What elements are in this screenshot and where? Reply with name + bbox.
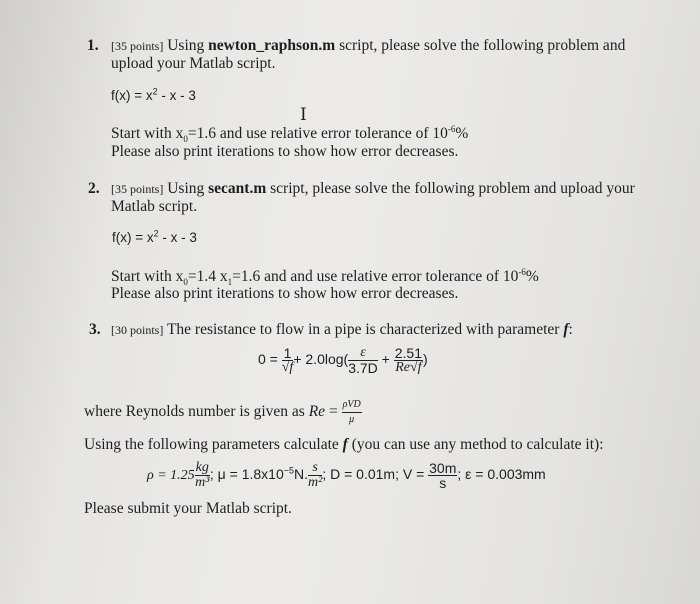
q3-points: [30 points] [111, 323, 164, 337]
text-cursor-icon: I [300, 105, 307, 125]
q3-params-line: Using the following parameters calculate f (you can use any method to calculate it): [84, 436, 604, 453]
q1-points: [35 points] [111, 39, 164, 53]
q2-start-line: Start with $x_0=1.4$ $x_1=1.6$ and and use relative error tolerance of $10^{-6}\%$ [111, 266, 539, 288]
q2-print-line: Please also print iterations to show how error decreases. [111, 285, 459, 302]
reynolds-fraction: $\frac{\text{ρVD}}{\mu}$ [342, 399, 361, 425]
submit-line: Please submit your Matlab script. [84, 500, 292, 517]
eq-fraction-2: $\frac{\varepsilon}{3.7D}$ [348, 345, 378, 376]
q1-script-name: newton_raphson.m [208, 37, 336, 54]
eq-fraction-3: $\frac{2.51}{Re√f}$ [394, 345, 422, 375]
q1-print-line: Please also print iterations to show how error decreases. [111, 143, 459, 160]
q3-line1: [30 points] The resistance to flow in a pipe is characterized with parameter f: [111, 321, 573, 338]
eq-fraction-1: $\frac{1}{√f}$ [281, 345, 294, 375]
q1-function: $f(x) = x^2 - x - 3$ [111, 86, 196, 103]
q1-start-line: Start with $x_0=1.6$ and use relative error tolerance of $10^{-6}\%$ [111, 123, 469, 145]
q3-number: 3. [89, 321, 101, 338]
rho-units: $\frac{kg}{\text{m³}}$ [195, 460, 210, 490]
parameters-row: ρ = 1.25 $\frac{kg}{\text{m³}}$ ; $\mu = 1.8x10^{-5}N$. $\frac{s}{\text{m²}}$ ; D = 0.01m; V = $\frac{30m}{s}$ ; ε = 0.003mm [147, 460, 546, 491]
q2-function: $f(x) = x^2 - x - 3$ [112, 228, 197, 245]
reynolds-line: where Reynolds number is given as Re = $\frac{\text{ρVD}}{\mu}$ [84, 399, 361, 425]
q1-line1: [35 points] Using newton_raphson.m script, please solve the following problem and [111, 37, 626, 54]
q2-script-name: secant.m [208, 180, 267, 197]
q2-points: [35 points] [111, 182, 164, 196]
velocity-units: $\frac{30m}{s}$ [429, 460, 457, 491]
mu-units: $\frac{s}{\text{m²}}$ [308, 460, 323, 490]
colebrook-equation: 0 = $\frac{1}{√f}$ + 2.0log( $\frac{\varepsilon}{3.7D}$ + $\frac{2.51}{Re√f}$ ) [258, 345, 428, 376]
q2-line2: Matlab script. [111, 198, 198, 215]
q2-number: 2. [88, 180, 100, 197]
q1-line2: upload your Matlab script. [111, 55, 276, 72]
q1-number: 1. [87, 37, 99, 54]
q2-line1: [35 points] Using secant.m script, please solve the following problem and upload your [111, 180, 635, 197]
